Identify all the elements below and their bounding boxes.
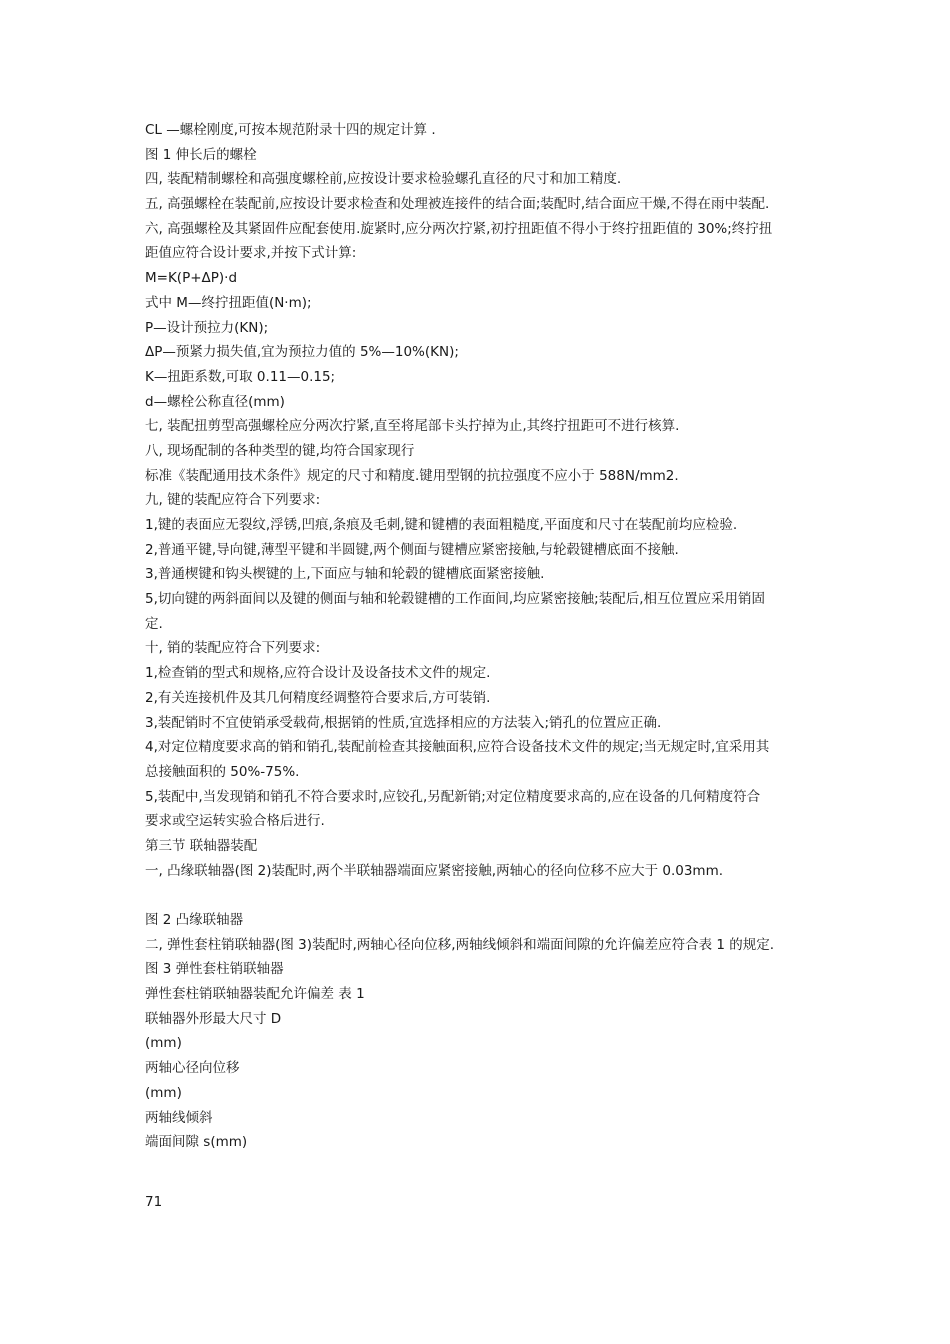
text-line: d—螺栓公称直径(mm) xyxy=(145,393,285,410)
text-line: 距值应符合设计要求,并按下式计算: xyxy=(145,245,357,262)
text-line: 要求或空运转实验合格后进行. xyxy=(145,813,325,830)
text-line: K—扭距系数,可取 0.11—0.15; xyxy=(145,368,336,385)
table-header-cell: 两轴心径向位移 xyxy=(145,1060,240,1077)
text-line: P—设计预拉力(KN); xyxy=(145,319,269,336)
text-line: CL —螺栓刚度,可按本规范附录十四的规定计算 . xyxy=(145,122,436,138)
text-line: 一, 凸缘联轴器(图 2)装配时,两个半联轴器端面应紧密接触,两轴心的径向位移不应大于 0.03mm. xyxy=(145,862,724,879)
text-line: 3,装配销时不宜使销承受载荷,根据销的性质,宜选择相应的方法装入;销孔的位置应正确. xyxy=(145,714,662,731)
table-caption: 弹性套柱销联轴器装配允许偏差 表 1 xyxy=(145,986,365,1003)
text-line: 4,对定位精度要求高的销和销孔,装配前检查其接触面积,应符合设备技术文件的规定;当无规定时,宜采用其 xyxy=(145,739,770,756)
text-line: 1,键的表面应无裂纹,浮锈,凹痕,条痕及毛刺,键和键槽的表面粗糙度,平面度和尺寸在装配前均应检验. xyxy=(145,517,738,533)
text-line: 六, 高强螺栓及其紧固件应配套使用.旋紧时,应分两次拧紧,初拧扭距值不得小于终拧扭距值的 30%;终拧扭 xyxy=(145,220,773,237)
table-header-cell: 两轴线倾斜 xyxy=(145,1109,213,1126)
text-line: 5,切向键的两斜面间以及键的侧面与轴和轮毂键槽的工作面间,均应紧密接触;装配后,相互位置应采用销固 xyxy=(145,591,766,608)
formula: M=K(P+ΔP)·d xyxy=(145,270,238,287)
text-line: 二, 弹性套柱销联轴器(图 3)装配时,两轴心径向位移,两轴线倾斜和端面间隙的允许偏差应符合表 1 的规定. xyxy=(145,936,775,953)
section-heading: 第三节 联轴器装配 xyxy=(145,837,258,854)
text-line: 八, 现场配制的各种类型的键,均符合国家现行 xyxy=(145,442,415,459)
table-header-cell: (mm) xyxy=(145,1035,182,1052)
text-line: 九, 键的装配应符合下列要求: xyxy=(145,492,321,509)
table-header-cell: 端面间隙 s(mm) xyxy=(145,1134,248,1151)
document-body xyxy=(145,118,825,1155)
text-line: 总接触面积的 50%-75%. xyxy=(145,763,300,780)
text-line: 七, 装配扭剪型高强螺栓应分两次拧紧,直至将尾部卡头拧掉为止,其终拧扭距可不进行核算. xyxy=(145,418,680,435)
text-line: 定. xyxy=(145,615,163,632)
text-line: 十, 销的装配应符合下列要求: xyxy=(145,640,321,657)
table-header-cell: (mm) xyxy=(145,1084,182,1101)
text-line: 四, 装配精制螺栓和高强度螺栓前,应按设计要求检验螺孔直径的尺寸和加工精度. xyxy=(145,171,622,188)
figure-caption: 图 1 伸长后的螺栓 xyxy=(145,146,257,163)
text-line: ΔP—预紧力损失值,宜为预拉力值的 5%—10%(KN); xyxy=(145,344,459,361)
blank-line xyxy=(145,883,825,908)
text-line: 标准《装配通用技术条件》规定的尺寸和精度.键用型钢的抗拉强度不应小于 588N/mm2. xyxy=(145,467,679,484)
table-header-cell: 联轴器外形最大尺寸 D xyxy=(145,1010,282,1027)
text-line: 3,普通楔键和钩头楔键的上,下面应与轴和轮毂的键槽底面紧密接触. xyxy=(145,566,545,583)
text-line: 五, 高强螺栓在装配前,应按设计要求检查和处理被连接件的结合面;装配时,结合面应干燥,不得在雨中装配. xyxy=(145,196,770,213)
page-number: 71 xyxy=(145,1194,163,1210)
text-line: 式中 M—终拧扭距值(N·m); xyxy=(145,294,312,311)
text-line: 5,装配中,当发现销和销孔不符合要求时,应铰孔,另配新销;对定位精度要求高的,应在设备的几何精度符合 xyxy=(145,788,761,805)
figure-caption: 图 2 凸缘联轴器 xyxy=(145,912,244,928)
text-line: 2,普通平键,导向键,薄型平键和半圆键,两个侧面与键槽应紧密接触,与轮毂键槽底面不接触. xyxy=(145,541,679,558)
text-line: 2,有关连接机件及其几何精度经调整符合要求后,方可装销. xyxy=(145,689,491,706)
figure-caption: 图 3 弹性套柱销联轴器 xyxy=(145,961,284,978)
text-line: 1,检查销的型式和规格,应符合设计及设备技术文件的规定. xyxy=(145,665,491,682)
